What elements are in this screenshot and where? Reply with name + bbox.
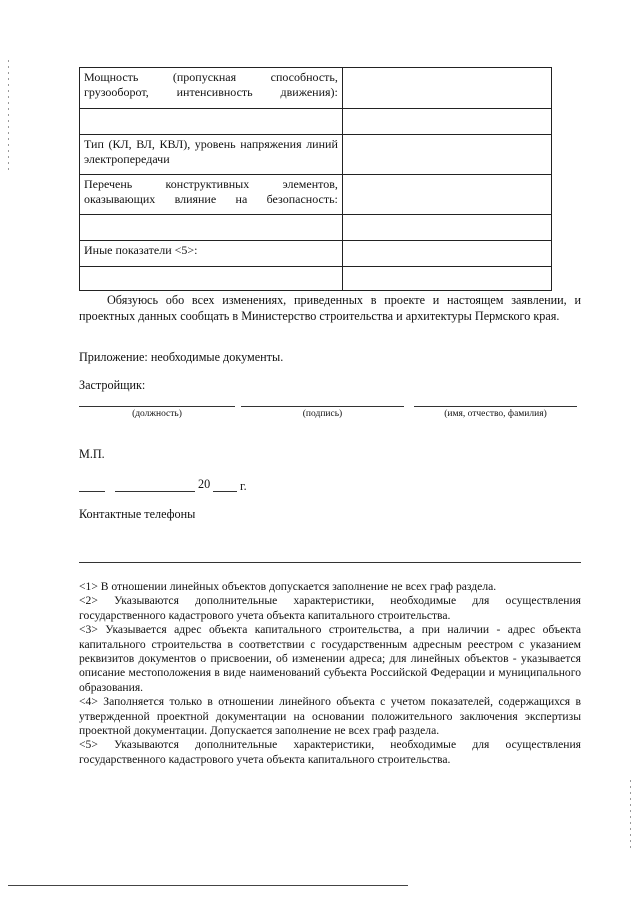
scan-right-edge-marks bbox=[630, 780, 631, 850]
phones-label: Контактные телефоны bbox=[79, 507, 196, 521]
signature-caption: (подпись) bbox=[302, 409, 343, 419]
year-prefix: 20 bbox=[198, 477, 211, 491]
row-label-other-indicators: Иные показатели <5>: bbox=[84, 243, 198, 257]
signature-line[interactable] bbox=[241, 406, 404, 407]
year-blank[interactable] bbox=[213, 491, 237, 492]
developer-label: Застройщик: bbox=[79, 378, 146, 392]
table-cell-label bbox=[80, 135, 343, 175]
table-cell-value[interactable] bbox=[342, 241, 551, 267]
table-cell-value[interactable] bbox=[342, 135, 551, 175]
table-cell-value[interactable] bbox=[342, 267, 551, 291]
table-row bbox=[80, 68, 552, 109]
table-row bbox=[80, 175, 552, 215]
row-label-capacity: Мощность (пропускная способность, грузооборот, интенсивность движения): bbox=[84, 70, 338, 99]
month-blank[interactable] bbox=[115, 491, 195, 492]
table-cell-value[interactable] bbox=[342, 68, 551, 109]
seal-label: М.П. bbox=[79, 447, 105, 461]
footnotes-block bbox=[79, 580, 581, 767]
table-cell-value[interactable] bbox=[342, 175, 551, 215]
table-row bbox=[80, 267, 552, 291]
table-cell-value[interactable] bbox=[342, 215, 551, 241]
table-row bbox=[80, 241, 552, 267]
position-signature-line[interactable] bbox=[79, 406, 235, 407]
year-suffix: г. bbox=[240, 479, 247, 493]
footnote-separator bbox=[79, 562, 581, 563]
table-cell-value[interactable] bbox=[342, 109, 551, 135]
footnote-1: <1> В отношении линейных объектов допускается заполнение не всех граф раздела. bbox=[79, 580, 497, 593]
position-caption: (должность) bbox=[132, 409, 182, 419]
footnote-5: <5> Указываются дополнительные характеристики, необходимые для осуществления государственного кадастрового учета объекта капитального строительства. bbox=[79, 738, 581, 766]
scan-left-edge-marks bbox=[8, 60, 9, 170]
characteristics-table bbox=[79, 67, 552, 291]
name-signature-line[interactable] bbox=[414, 406, 577, 407]
table-row bbox=[80, 109, 552, 135]
attachment-text: Приложение: необходимые документы. bbox=[79, 350, 284, 364]
table-cell-label bbox=[80, 241, 343, 267]
scan-bottom-rule bbox=[8, 885, 408, 886]
table-cell-label bbox=[80, 175, 343, 215]
footnote-2: <2> Указываются дополнительные характеристики, необходимые для осуществления государственного кадастрового учета объекта капитального строительства. bbox=[79, 594, 581, 622]
day-blank[interactable] bbox=[79, 491, 105, 492]
table-row bbox=[80, 135, 552, 175]
footnote-4: <4> Заполняется только в отношении линейного объекта с учетом показателей, содержащихся в утвержденной проектной документации на основании положительного заключения экспертизы проектной документации. Допускается заполнение не всех граф раздела. bbox=[79, 695, 581, 738]
table-cell-label bbox=[80, 215, 343, 241]
footnote-3: <3> Указывается адрес объекта капитального строительства, а при наличии - адрес объекта капитального строительства в соответствии с государственным адресным реестром с указанием реквизитов документов о присвоении, об изменении адреса; для линейных объектов - указывается описание местоположения в виде наименований субъекта Российской Федерации и муниципального образования. bbox=[79, 623, 581, 694]
name-caption: (имя, отчество, фамилия) bbox=[444, 409, 547, 419]
obligation-text: Обязуюсь обо всех изменениях, приведенных в проекте и настоящем заявлении, и проектных данных сообщать в Министерство строительства и архитектуры Пермского края. bbox=[79, 293, 581, 323]
obligation-paragraph bbox=[79, 293, 581, 324]
table-cell-label bbox=[80, 267, 343, 291]
row-label-line-type: Тип (КЛ, ВЛ, КВЛ), уровень напряжения линий электропередачи bbox=[84, 137, 338, 166]
table-cell-label bbox=[80, 109, 343, 135]
table-cell-label bbox=[80, 68, 343, 109]
row-label-structural-elements: Перечень конструктивных элементов, оказывающих влияние на безопасность: bbox=[84, 177, 338, 206]
table-row bbox=[80, 215, 552, 241]
